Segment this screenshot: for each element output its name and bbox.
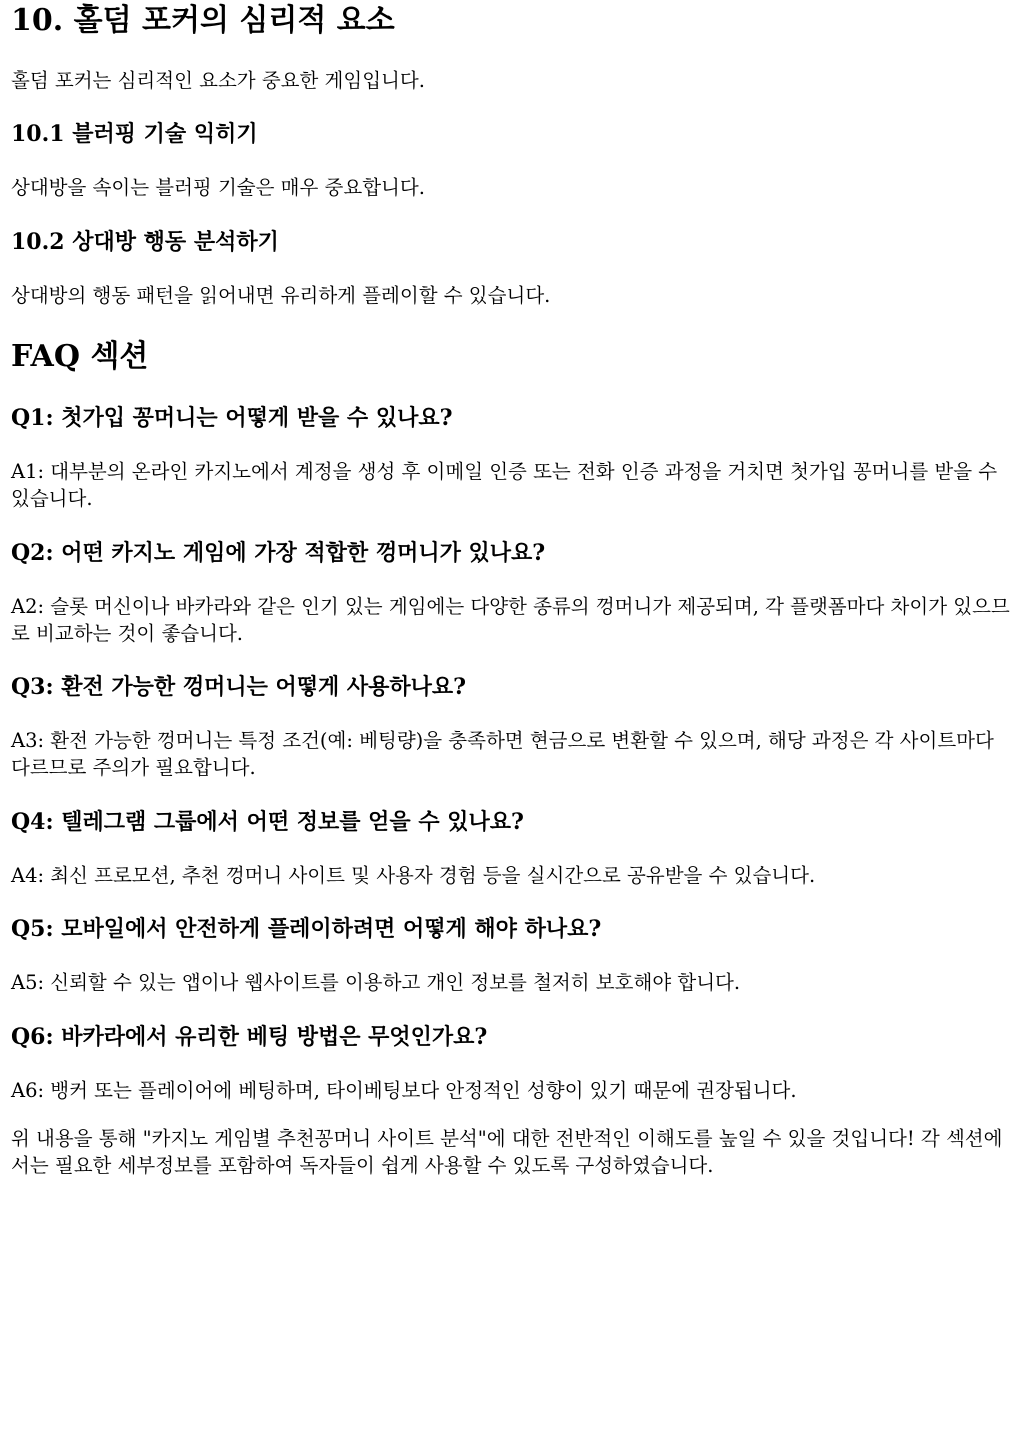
subsection-body-bluffing: 상대방을 속이는 블러핑 기술은 매우 중요합니다. <box>11 176 425 199</box>
faq-question: Q1: 첫가입 꽁머니는 어떻게 받을 수 있나요? <box>11 405 453 431</box>
section-intro: 홀덤 포커는 심리적인 요소가 중요한 게임입니다. <box>11 69 425 92</box>
section-title: 10. 홀덤 포커의 심리적 요소 <box>11 3 395 38</box>
faq-question: Q6: 바카라에서 유리한 베팅 방법은 무엇인가요? <box>11 1024 488 1050</box>
subsection-body-behavior: 상대방의 행동 패턴을 읽어내면 유리하게 플레이할 수 있습니다. <box>11 284 551 307</box>
faq-answer: A5: 신뢰할 수 있는 앱이나 웹사이트를 이용하고 개인 정보를 철저히 보호해야 합니다. <box>11 971 741 994</box>
faq-question: Q3: 환전 가능한 껑머니는 어떻게 사용하나요? <box>11 674 467 700</box>
faq-answer: A2: 슬롯 머신이나 바카라와 같은 인기 있는 게임에는 다양한 종류의 껑머니가 제공되며, 각 플랫폼마다 차이가 있으므로 비교하는 것이 좋습니다. <box>11 595 1010 645</box>
closing-paragraph: 위 내용을 통해 "카지노 게임별 추천꽁머니 사이트 분석"에 대한 전반적인 이해도를 높일 수 있을 것입니다! 각 섹션에서는 필요한 세부정보를 포함하여 독자들이 쉽게 사용할 수 있도록 구성하였습니다. <box>11 1127 1003 1177</box>
subsection-title-bluffing: 10.1 블러핑 기술 익히기 <box>11 121 258 147</box>
faq-answer: A4: 최신 프로모션, 추천 껑머니 사이트 및 사용자 경험 등을 실시간으로 공유받을 수 있습니다. <box>11 864 816 887</box>
faq-question: Q2: 어떤 카지노 게임에 가장 적합한 껑머니가 있나요? <box>11 540 546 566</box>
faq-question: Q4: 텔레그램 그룹에서 어떤 정보를 얻을 수 있나요? <box>11 809 524 835</box>
faq-answer: A3: 환전 가능한 껑머니는 특정 조건(예: 베팅량)을 충족하면 현금으로 변환할 수 있으며, 해당 과정은 각 사이트마다 다르므로 주의가 필요합니다. <box>11 729 994 779</box>
faq-answer: A6: 뱅커 또는 플레이어에 베팅하며, 타이베팅보다 안정적인 성향이 있기 때문에 권장됩니다. <box>11 1079 797 1102</box>
faq-answer: A1: 대부분의 온라인 카지노에서 계정을 생성 후 이메일 인증 또는 전화 인증 과정을 거치면 첫가입 꽁머니를 받을 수 있습니다. <box>11 460 998 510</box>
faq-title: FAQ 섹션 <box>11 339 149 374</box>
faq-question: Q5: 모바일에서 안전하게 플레이하려면 어떻게 해야 하나요? <box>11 916 602 942</box>
subsection-title-behavior: 10.2 상대방 행동 분석하기 <box>11 229 279 255</box>
